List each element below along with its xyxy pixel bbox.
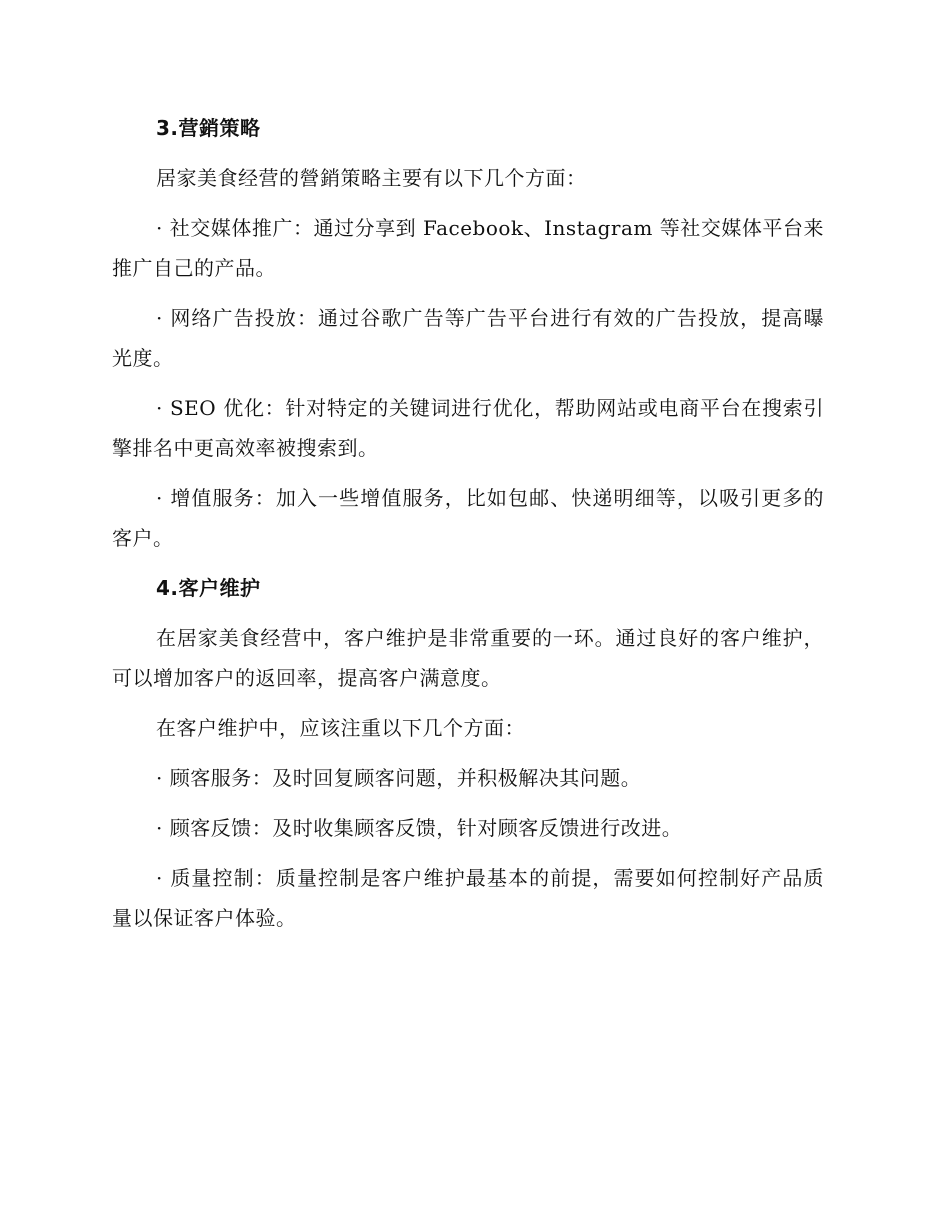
paragraph-customer-maintenance-focus: 在客户维护中，应该注重以下几个方面： xyxy=(156,716,525,740)
paragraph-marketing-intro: 居家美食经营的營銷策略主要有以下几个方面： xyxy=(156,166,587,190)
list-item-online-ads: · 网络广告投放：通过谷歌广告等广告平台进行有效的广告投放，提高曝光度。 xyxy=(112,306,824,370)
list-item-value-added-services: · 增值服务：加入一些增值服务，比如包邮、快递明细等，以吸引更多的客户。 xyxy=(112,486,824,550)
list-item-seo: · SEO 优化：针对特定的关键词进行优化，帮助网站或电商平台在搜索引擎排名中更高效率被搜索到。 xyxy=(112,396,824,460)
section-heading-marketing-strategy: 3.营銷策略 xyxy=(156,116,261,140)
list-item-customer-feedback: · 顾客反馈：及时收集顾客反馈，针对顾客反馈进行改进。 xyxy=(156,816,683,840)
document-body xyxy=(112,108,824,948)
list-item-customer-service: · 顾客服务：及时回复顾客问题，并积极解决其问题。 xyxy=(156,766,642,790)
list-item-quality-control: · 质量控制：质量控制是客户维护最基本的前提，需要如何控制好产品质量以保证客户体验。 xyxy=(112,866,824,930)
paragraph-customer-maintenance-intro: 在居家美食经营中，客户维护是非常重要的一环。通过良好的客户维护，可以增加客户的返回率，提高客户满意度。 xyxy=(112,626,824,690)
list-item-social-media: · 社交媒体推广：通过分享到 Facebook、Instagram 等社交媒体平台来推广自己的产品。 xyxy=(112,216,824,280)
section-heading-customer-maintenance: 4.客户维护 xyxy=(156,576,261,600)
